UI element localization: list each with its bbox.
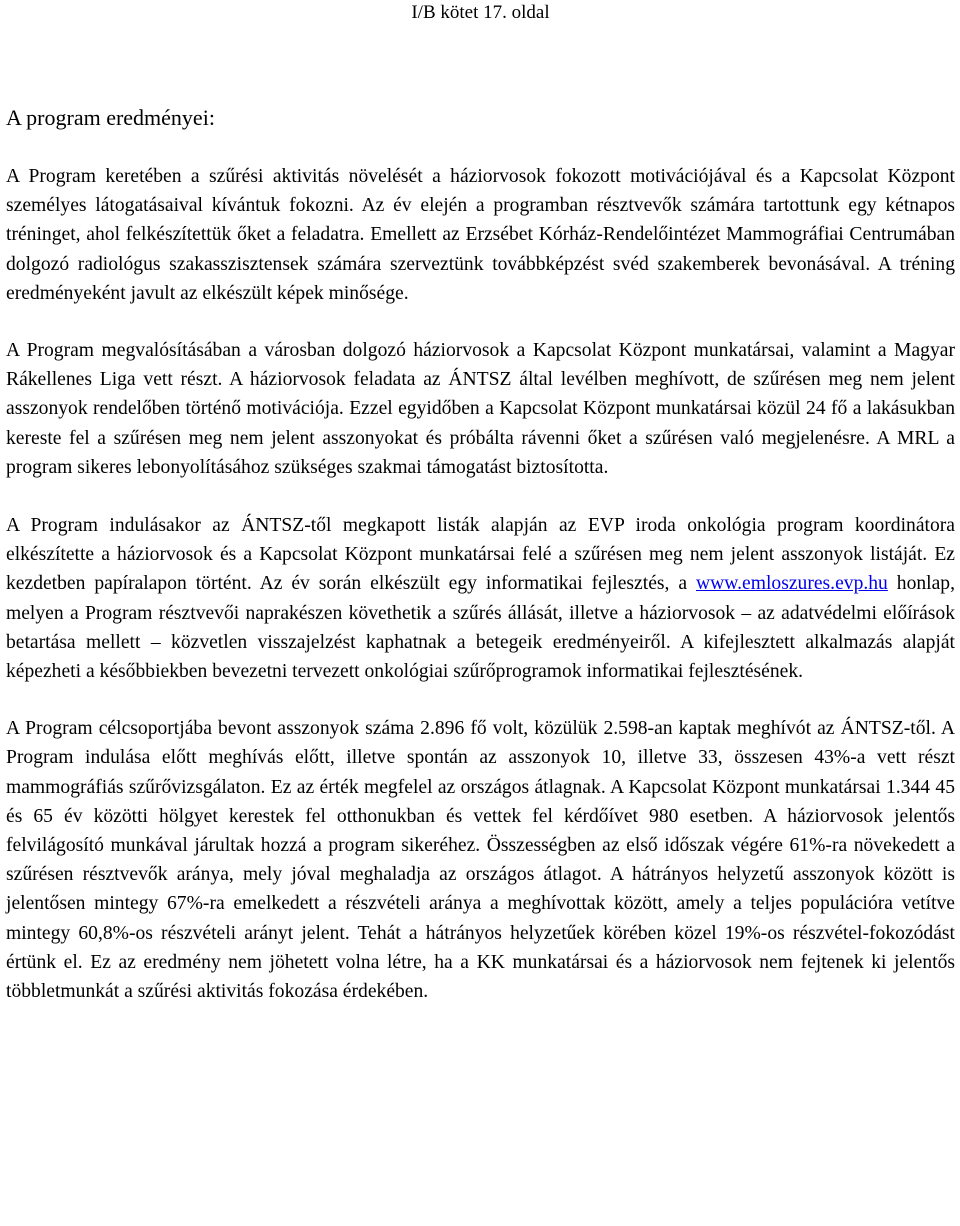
emloszures-website-link[interactable]: www.emloszures.evp.hu <box>695 573 888 595</box>
paragraph-results: A Program célcsoportjába bevont asszonyok száma 2.896 fő volt, közülük 2.598-an kaptak meghívót az ÁNTSZ-től. A Program indulása előtt meghívás előtt, illetve spontán az asszonyok 10, illetve 33, összesen 43%-a vett részt mammográfiás szűrővizsgálaton. Ez az érték megfelel az országos átlagnak. A Kapcsolat Központ munkatársai 1.344 45 és 65 év közötti hölgyet kerestek fel otthonukban és vettek fel kérdőívet 980 esetben. A háziorvosok jelentős felvilágosító munkával járultak hozzá a program sikeréhez. Összességben az első időszak végére 61%-ra növekedett a szűrésen résztvevők aránya, mely jóval meghaladja az országos átlagot. A hátrányos helyzetű asszonyok között is jelentősen mintegy 67%-ra emelkedett a részvételi aránya a meghívottak között, amely a teljes populációra vetítve mintegy 60,8%-os részvételi arányt jelent. Tehát a hátrányos helyzetűek körében közel 19%-os részvétel-fokozódást értünk el. Ez az eredmény nem jöhetett volna létre, ha a KK munkatársai és a háziorvosok nem fejtenek ki jelentős többletmunkát a szűrési aktivitás fokozása érdekében. <box>6 718 955 1003</box>
paragraph-it-text-before-link: A Program indulásakor az ÁNTSZ-től megkapott listák alapján az EVP iroda onkológia program koordinátora elkészítette a háziorvosok és a Kapcsolat Központ munkatársai felé a szűrésen meg nem jelent asszonyok listáját. Ez kezdetben papíralapon történt. Az év során elkészült egy informatikai fejlesztés, a <box>6 515 955 595</box>
paragraph-it-development <box>6 511 955 686</box>
paragraph-participants: A Program megvalósításában a városban dolgozó háziorvosok a Kapcsolat Központ munkatársai, valamint a Magyar Rákellenes Liga vett részt. A háziorvosok feladata az ÁNTSZ által levélben meghívott, de szűrésen meg nem jelent asszonyok rendelőben történő motivációja. Ezzel egyidőben a Kapcsolat Központ munkatársai közül 24 fő a lakásukban kereste fel a szűrésen meg nem jelent asszonyokat és próbálta rávenni őket a szűrésen való megjelenésre. A MRL a program sikeres lebonyolításához szükséges szakmai támogatást biztosította. <box>6 340 955 478</box>
page-header: I/B kötet 17. oldal <box>411 2 550 23</box>
section-title: A program eredményei: <box>6 105 215 130</box>
paragraph-training: A Program keretében a szűrési aktivitás növelését a háziorvosok fokozott motivációjával és a Kapcsolat Központ személyes látogatásaival kívántuk fokozni. Az év elején a programban résztvevők számára tartottunk egy kétnapos tréninget, ahol felkészítettük őket a feladatra. Emellett az Erzsébet Kórház-Rendelőintézet Mammográfiai Centrumában dolgozó radiológus szakasszisztensek számára szerveztünk továbbképzést svéd szakemberek bevonásával. A tréning eredményeként javult az elkészült képek minősége. <box>6 166 955 304</box>
paragraph-it-text-after-link: honlap, melyen a Program résztvevői naprakészen követhetik a szűrés állását, illetve a háziorvosok – az adatvédelmi előírások betartása mellett – közvetlen visszajelzést kaphatnak a betegeik eredményeiről. A kifejlesztett alkalmazás alapját képezheti a későbbiekben bevezetni tervezett onkológiai szűrőprogramok informatikai fejlesztésének. <box>6 573 955 683</box>
document-page <box>6 0 955 1006</box>
